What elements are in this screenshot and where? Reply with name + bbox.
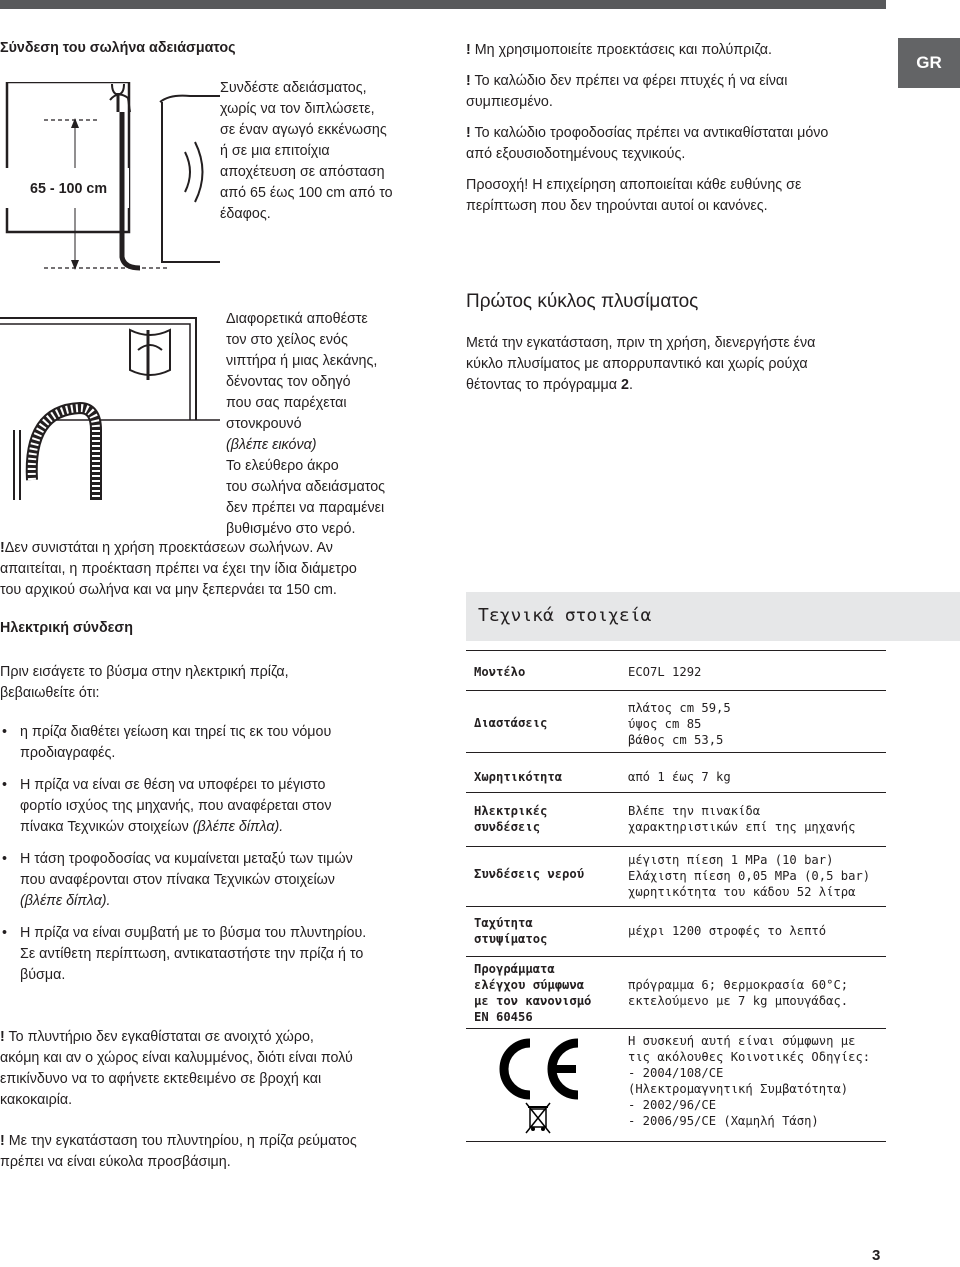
wheelie-bin-crossed-icon	[526, 1103, 550, 1133]
outdoor-warning: ! Το πλυντήριο δεν εγκαθίσταται σε ανοιχτό χώρο, ακόμη και αν ο χώρος είναι καλυμμένος, διότι είναι πολύ επικίνδυνο να το αφήνετε εκτεθειμένο σε βροχή και κακοκαιρία.	[0, 1029, 353, 1108]
drain-height-diagram	[0, 82, 220, 272]
text-line: απαιτείται, η προέκταση πρέπει να έχει την ίδια διάμετρο	[0, 561, 357, 577]
text-line: βυθισμένο στο νερό.	[226, 521, 356, 537]
text-line: δένοντας τον οδηγό	[226, 374, 351, 390]
sink-hose-diagram	[0, 300, 220, 520]
table-row: Η συσκευή αυτή είναι σύμφωνη με τις ακόλουθες Κοινοτικές Οδηγίες: - 2004/108/CE (Ηλεκτρομαγνητική Συμβατότητα) - 2002/96/CE - 2006/95/CE (Χαμηλή Τάση)	[466, 1028, 886, 1142]
height-range-label: 65 - 100 cm	[30, 181, 108, 197]
text-line: έδαφος.	[220, 206, 271, 222]
warning-mark: !	[0, 1133, 5, 1149]
top-bar	[0, 0, 886, 9]
table-row: Χωρητικότητα από 1 έως 7 kg	[466, 752, 886, 793]
accessible-socket-warning: ! Με την εγκατάσταση του πλυντηρίου, η πρίζα ρεύματος πρέπει να είναι εύκολα προσβάσιμη.	[0, 1133, 357, 1170]
tech-specs-header: Τεχνικά στοιχεία	[466, 592, 960, 641]
drain-text-2	[226, 309, 446, 540]
text-line: στονκρουνό	[226, 416, 302, 432]
text-line: αποχέτευση σε απόσταση	[220, 164, 385, 180]
text-line: σε έναν αγωγό εκκένωσης	[220, 122, 387, 138]
table-row: Μοντέλο ECO7L 1292	[466, 650, 886, 691]
warning-mark: !	[0, 1029, 5, 1045]
extension-note	[0, 538, 450, 601]
text-line: δεν πρέπει να παραμένει	[226, 500, 385, 516]
list-item: • η πρίζα διαθέτει γείωση και τηρεί τις εκ του νόμου προδιαγραφές.	[0, 722, 450, 764]
table-row: Ταχύτητα στυψίματος μέχρι 1200 στροφές το λεπτό	[466, 906, 886, 957]
text-line: Δεν συνιστάται η χρήση προεκτάσεων σωλήνων. Αν	[4, 540, 333, 556]
list-item: • Η τάση τροφοδοσίας να κυμαίνεται μεταξύ των τιμών που αναφέρονται στον πίνακα Τεχνικών στοιχείων (βλέπε δίπλα).	[0, 849, 450, 912]
text-line: που σας παρέχεται	[226, 395, 347, 411]
drain-text-1	[220, 78, 430, 225]
text-line: Διαφορετικά αποθέστε	[226, 311, 368, 327]
text-line: τον στο χείλος ενός	[226, 332, 348, 348]
see-figure-note: (βλέπε εικόνα)	[226, 437, 317, 453]
text-line: Πριν εισάγετε το βύσμα στην ηλεκτρική πρίζα,	[0, 664, 289, 680]
electrical-checklist	[0, 722, 450, 997]
list-item: • Η πρίζα να είναι σε θέση να υποφέρει το μέγιστο φορτίο ισχύος της μηχανής, που αναφέρεται στον πίνακα Τεχνικών στοιχείων (βλέπε δίπλα).	[0, 775, 450, 838]
list-item: • Η πρίζα να είναι συμβατή με το βύσμα του πλυντηρίου. Σε αντίθετη περίπτωση, αντικαταστήστε την πρίζα ή το βύσμα.	[0, 923, 450, 986]
program-number: 2	[621, 377, 629, 393]
first-wash-title: Πρώτος κύκλος πλυσίματος	[466, 291, 699, 312]
table-row: Ηλεκτρικές συνδέσεις Βλέπε την πινακίδα χαρακτηριστικών επί της μηχανής	[466, 792, 886, 847]
warning-mark: !	[0, 540, 5, 556]
table-row: Προγράμματα ελέγχου σύμφωνα με τον κανονισμό EN 60456 πρόγραμμα 6; θερμοκρασία 60°C; εκτελούμενο με 7 kg μπουγάδας.	[466, 956, 886, 1029]
text-line: του αρχικού σωλήνα και να μην ξεπερνάει τα 150 cm.	[0, 582, 337, 598]
electrical-title: Ηλεκτρική σύνδεση	[0, 620, 133, 636]
table-row: Διαστάσεις πλάτος cm 59,5 ύψος cm 85 βάθος cm 53,5	[466, 690, 886, 753]
table-row: Συνδέσεις νερού μέγιστη πίεση 1 MPa (10 bar) Ελάχιστη πίεση 0,05 MPa (0,5 bar) χωρητικότητα του κάδου 52 λίτρα	[466, 846, 886, 907]
ce-mark-icon	[490, 1035, 586, 1137]
text-line: βεβαιωθείτε ότι:	[0, 685, 100, 701]
text-line: νιπτήρα ή μιας λεκάνης,	[226, 353, 378, 369]
text-line: ή σε μια επιτοίχια	[220, 143, 330, 159]
text-line: χωρίς να τον διπλώσετε,	[220, 101, 375, 117]
text-line: Το ελεύθερο άκρο	[226, 458, 339, 474]
language-tab: GR	[898, 38, 960, 88]
text-line: του σωλήνα αδειάσματος	[226, 479, 386, 495]
caution-line: Προσοχή! Η επιχείρηση αποποιείται κάθε ευθύνης σε	[466, 177, 802, 193]
text-line: Συνδέστε αδειάσματος,	[220, 80, 367, 96]
electrical-intro	[0, 662, 450, 704]
first-wash-text: Μετά την εγκατάσταση, πριν τη χρήση, διενεργήστε ένα κύκλο πλυσίματος με απορρυπαντικό και χωρίς ρούχα θέτοντας το πρόγραμμα 2.	[466, 335, 816, 393]
page-number: 3	[872, 1247, 881, 1264]
right-warnings: ! Μη χρησιμοποιείτε προεκτάσεις και πολύπριζα. ! Το καλώδιο δεν πρέπει να φέρει πτυχές ή να είναι συμπιεσμένο. ! Το καλώδιο τροφοδοσίας πρέπει να αντικαθίσταται μόνο από εξουσιοδοτημένους τεχνικούς. Προσοχή! Η επιχείρηση αποποιείται κάθε ευθύνης σε περίπτωση που δεν τηρούνται αυτοί οι κανόνες.	[466, 40, 886, 217]
text-line: από 65 έως 100 cm από το	[220, 185, 393, 201]
drain-title: Σύνδεση του σωλήνα αδειάσματος	[0, 40, 236, 56]
